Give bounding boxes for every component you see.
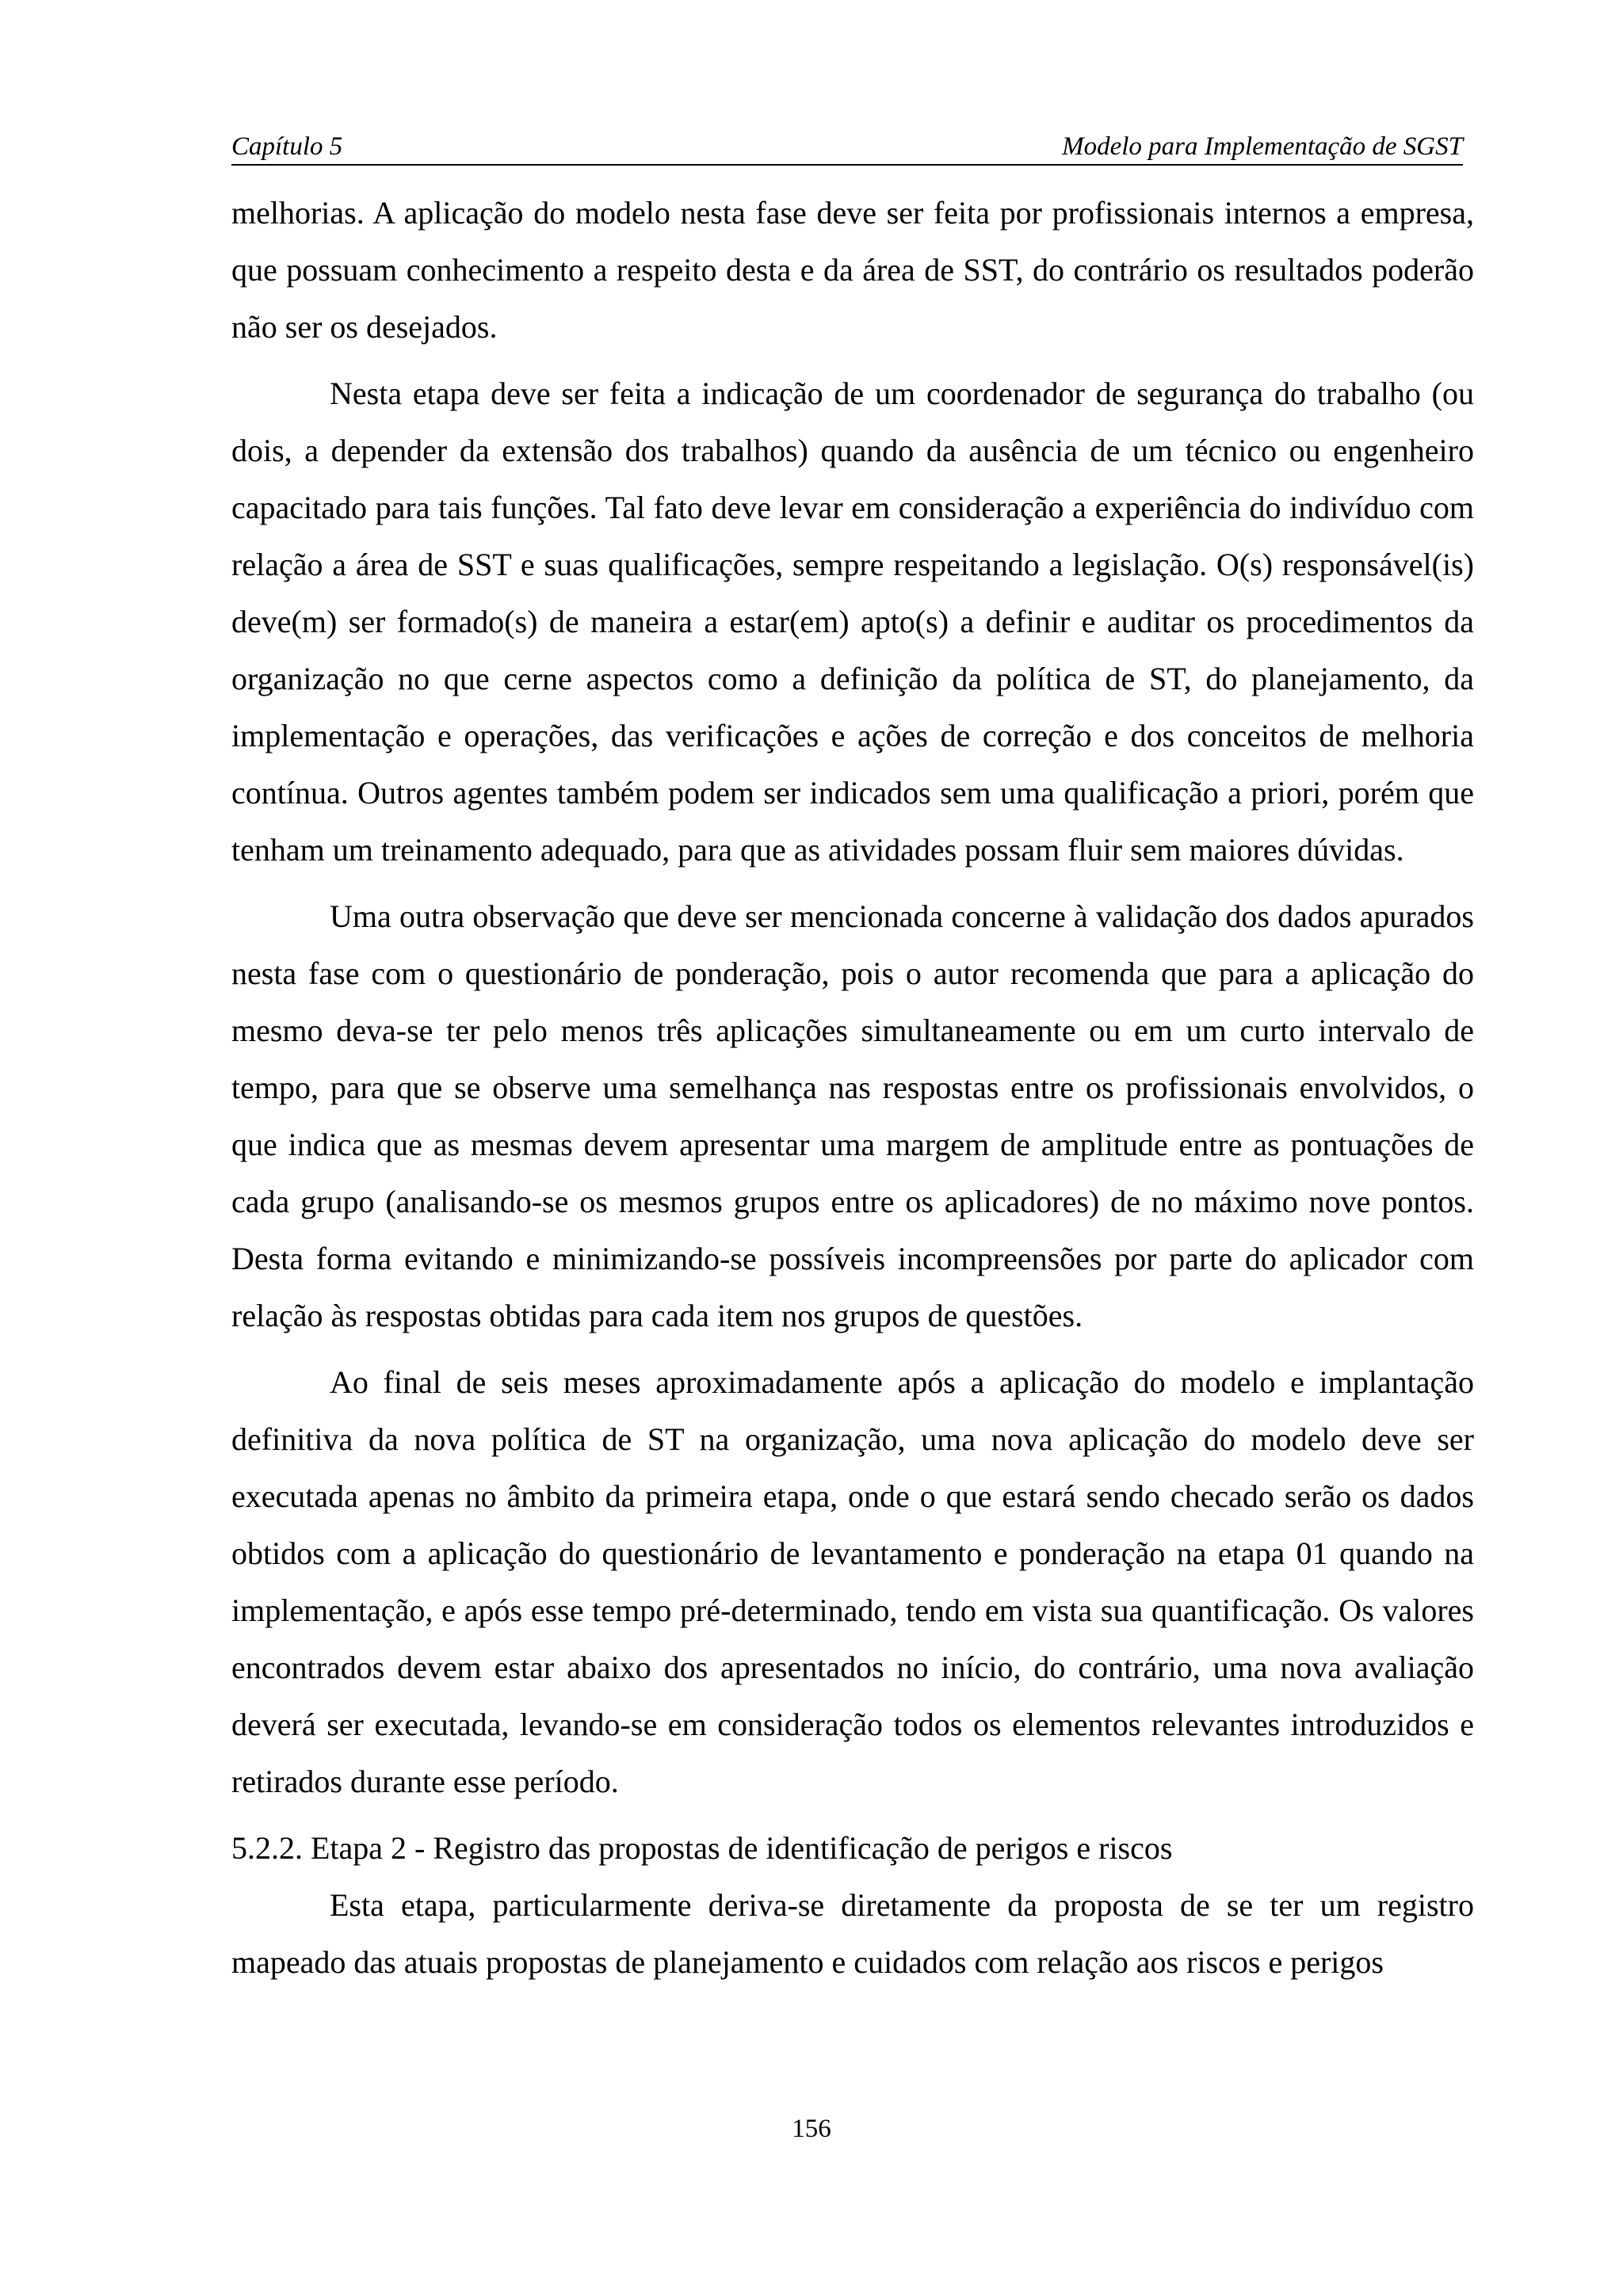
paragraph-coordinator: Nesta etapa deve ser feita a indicação de um coordenador de segurança do trabalho (ou dois, a depender da extensão dos trabalhos) quando da ausência de um técnico ou engenheiro capacitado para tais funções. Tal fato deve levar em consideração a experiência do indivíduo com relação a área de SST e suas qualificações, sempre respeitando a legislação. O(s) responsável(is) deve(m) ser formado(s) de maneira a estar(em) apto(s) a definir e auditar os procedimentos da organização no que cerne aspectos como a definição da política de ST, do planejamento, da implementação e operações, das verificações e ações de correção e dos conceitos de melhoria contínua. Outros agentes também podem ser indicados sem uma qualificação a priori, porém que tenham um treinamento adequado, para que as atividades possam fluir sem maiores dúvidas. [231, 376, 1474, 868]
running-header [231, 129, 1463, 166]
paragraph-stage-2: Esta etapa, particularmente deriva-se diretamente da proposta de se ter um registro mapeado das atuais propostas de planejamento e cuidados com relação aos riscos e perigos [231, 1887, 1474, 1980]
chapter-label: Capítulo 5 [231, 132, 343, 161]
paragraph-validation: Uma outra observação que deve ser mencionada concerne à validação dos dados apurados nesta fase com o questionário de ponderação, pois o autor recomenda que para a aplicação do mesmo deva-se ter pelo menos três aplicações simultaneamente ou em um curto intervalo de tempo, para que se observe uma semelhança nas respostas entre os profissionais envolvidos, o que indica que as mesmas devem apresentar uma margem de amplitude entre as pontuações de cada grupo (analisando-se os mesmos grupos entre os aplicadores) de no máximo nove pontos. Desta forma evitando e minimizando-se possíveis incompreensões por parte do aplicador com relação às respostas obtidas para cada item nos grupos de questões. [231, 898, 1474, 1333]
body-text [231, 185, 1474, 1991]
paragraph-six-months: Ao final de seis meses aproximadamente após a aplicação do modelo e implantação definitiva da nova política de ST na organização, uma nova aplicação do modelo deve ser executada apenas no âmbito da primeira etapa, onde o que estará sendo checado serão os dados obtidos com a aplicação do questionário de levantamento e ponderação na etapa 01 quando na implementação, e após esse tempo pré-determinado, tendo em vista sua quantificação. Os valores encontrados devem estar abaixo dos apresentados no início, do contrário, uma nova avaliação deverá ser executada, levando-se em consideração todos os elementos relevantes introduzidos e retirados durante esse período. [231, 1364, 1474, 1799]
page-number: 156 [792, 2115, 831, 2143]
running-title: Modelo para Implementação de SGST [1062, 132, 1463, 161]
section-heading: 5.2.2. Etapa 2 - Registro das propostas de identificação de perigos e riscos [231, 1830, 1173, 1866]
paragraph-continuation: melhorias. A aplicação do modelo nesta fase deve ser feita por profissionais internos a empresa, que possuam conhecimento a respeito desta e da área de SST, do contrário os resultados poderão não ser os desejados. [231, 195, 1474, 345]
